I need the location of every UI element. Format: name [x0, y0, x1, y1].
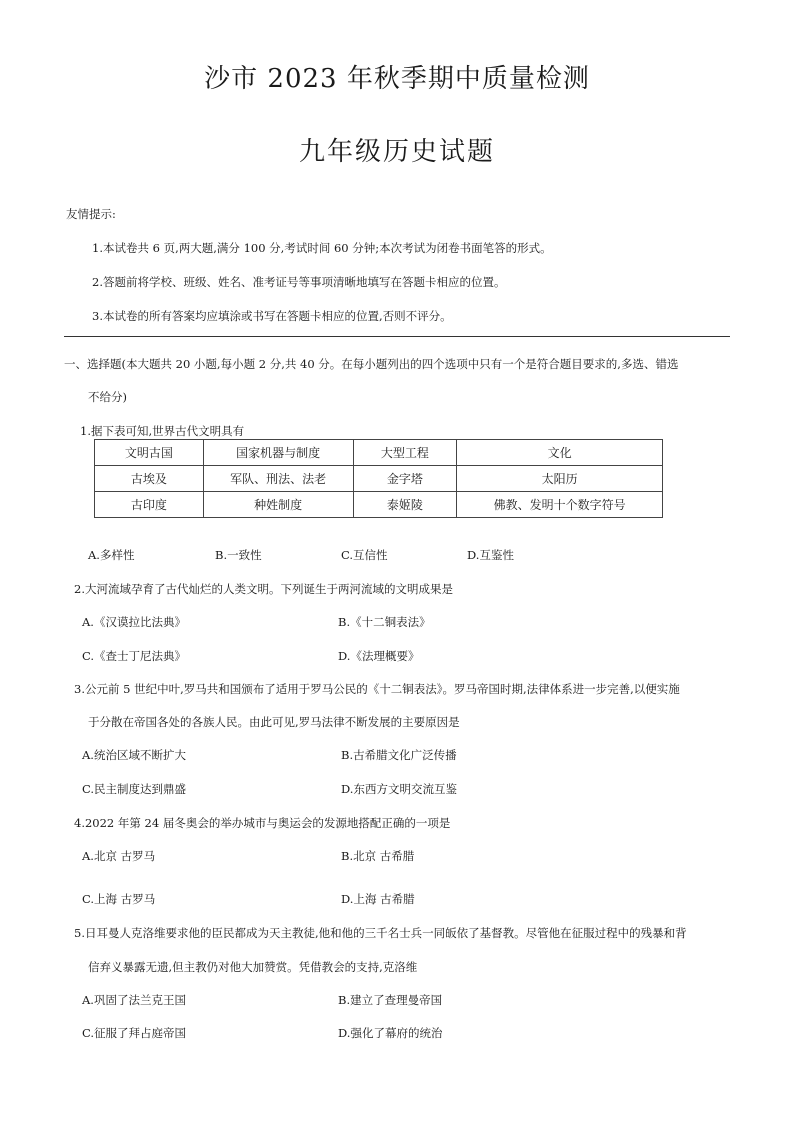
- table-header-cell: 文化: [457, 440, 663, 466]
- q1-option-b: B.一致性: [215, 548, 262, 562]
- section-heading-cont: 不给分): [88, 390, 127, 404]
- table-cell: 军队、刑法、法老: [203, 466, 353, 492]
- note-item-3: 3.本试卷的所有答案均应填涂或书写在答题卡相应的位置,否则不评分。: [92, 309, 452, 323]
- table-row: [95, 492, 663, 518]
- q5-option-a: A.巩固了法兰克王国: [82, 993, 186, 1007]
- question-2-stem: 2.大河流域孕育了古代灿烂的人类文明。下列诞生于两河流域的文明成果是: [74, 582, 453, 596]
- q5-option-d: D.强化了幕府的统治: [338, 1026, 443, 1040]
- q1-option-c: C.互信性: [341, 548, 388, 562]
- question-4-stem: 4.2022 年第 24 届冬奥会的举办城市与奥运会的发源地搭配正确的一项是: [74, 816, 451, 830]
- q4-option-a: A.北京 古罗马: [82, 849, 156, 863]
- table-cell: 佛教、发明十个数字符号: [457, 492, 663, 518]
- q3-option-b: B.古希腊文化广泛传播: [341, 748, 457, 762]
- notes-heading: 友情提示:: [66, 207, 116, 221]
- q2-option-b: B.《十二铜表法》: [338, 615, 431, 629]
- table-header-cell: 国家机器与制度: [203, 440, 353, 466]
- table-cell: 古印度: [95, 492, 204, 518]
- table-cell: 金字塔: [353, 466, 457, 492]
- table-cell: 太阳历: [457, 466, 663, 492]
- q4-option-c: C.上海 古罗马: [82, 892, 156, 906]
- table-cell: 古埃及: [95, 466, 204, 492]
- note-item-2: 2.答题前将学校、班级、姓名、准考证号等事项清晰地填写在答题卡相应的位置。: [92, 275, 506, 289]
- q3-option-a: A.统治区域不断扩大: [82, 748, 186, 762]
- table-cell: 种姓制度: [203, 492, 353, 518]
- question-3-stem: 3.公元前 5 世纪中叶,罗马共和国颁布了适用于罗马公民的《十二铜表法》。罗马帝国时期,法律体系进一步完善,以便实施: [74, 682, 680, 696]
- q2-option-d: D.《法理概要》: [338, 649, 420, 663]
- table-row: [95, 466, 663, 492]
- question-1-stem: 1.据下表可知,世界古代文明具有: [80, 424, 245, 438]
- q3-option-c: C.民主制度达到鼎盛: [82, 782, 187, 796]
- table-cell: 泰姬陵: [353, 492, 457, 518]
- civilization-table: [94, 439, 663, 518]
- exam-subtitle: 九年级历史试题: [298, 137, 495, 167]
- table-header-cell: 文明古国: [95, 440, 204, 466]
- q5-option-c: C.征服了拜占庭帝国: [82, 1026, 187, 1040]
- q4-option-b: B.北京 古希腊: [341, 849, 415, 863]
- q2-option-c: C.《查士丁尼法典》: [82, 649, 187, 663]
- question-3-stem-cont: 于分散在帝国各处的各族人民。由此可见,罗马法律不断发展的主要原因是: [88, 715, 460, 729]
- question-5-stem-cont: 信弃义暴露无遗,但主教仍对他大加赞赏。凭借教会的支持,克洛维: [88, 960, 418, 974]
- q5-option-b: B.建立了查理曼帝国: [338, 993, 443, 1007]
- q2-option-a: A.《汉谟拉比法典》: [82, 615, 186, 629]
- section-heading: 一、选择题(本大题共 20 小题,每小题 2 分,共 40 分。在每小题列出的四个选项中只有一个是符合题目要求的,多选、错选: [64, 357, 679, 371]
- note-item-1: 1.本试卷共 6 页,两大题,满分 100 分,考试时间 60 分钟;本次考试为闭卷书面笔答的形式。: [92, 241, 552, 255]
- q1-option-a: A.多样性: [88, 548, 135, 562]
- q1-option-d: D.互鉴性: [467, 548, 514, 562]
- q3-option-d: D.东西方文明交流互鉴: [341, 782, 457, 796]
- question-5-stem: 5.日耳曼人克洛维要求他的臣民都成为天主教徒,他和他的三千名士兵一同皈依了基督教。尽管他在征服过程中的残暴和背: [74, 926, 687, 940]
- q4-option-d: D.上海 古希腊: [341, 892, 415, 906]
- exam-title: 沙市 2023 年秋季期中质量检测: [204, 64, 590, 94]
- table-header-cell: 大型工程: [353, 440, 457, 466]
- section-divider: [64, 336, 730, 337]
- table-header-row: [95, 440, 663, 466]
